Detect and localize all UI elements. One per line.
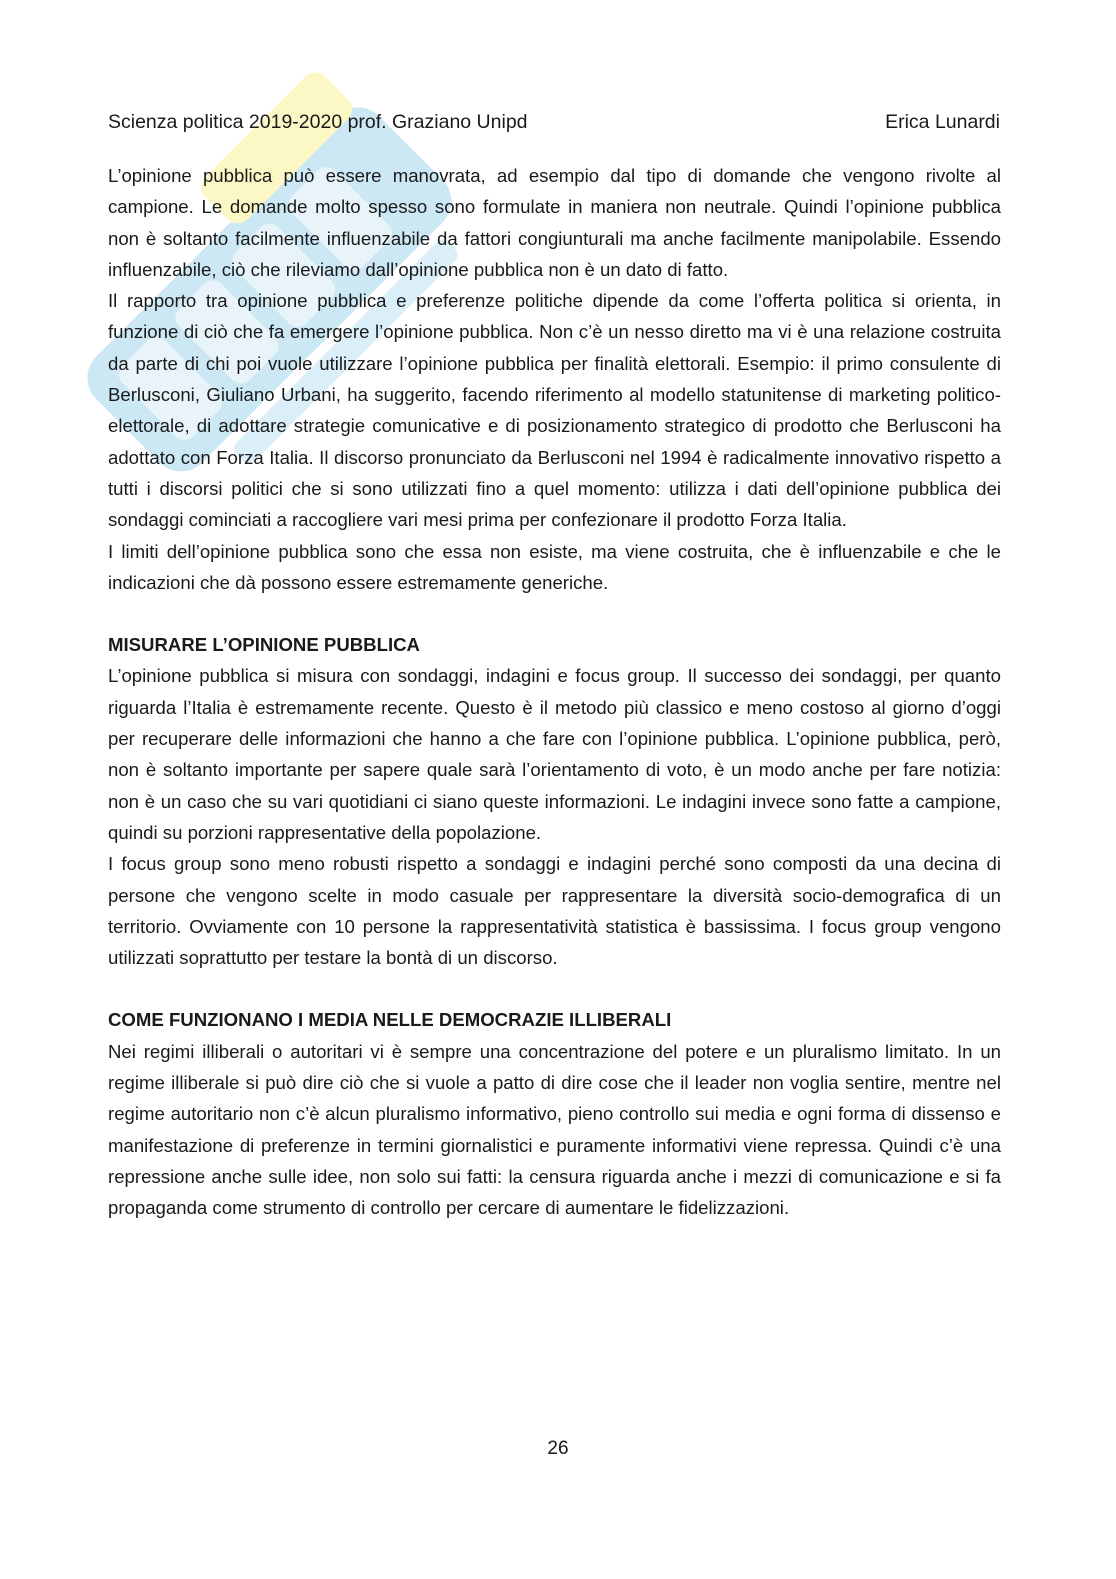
header-author: Erica Lunardi: [885, 110, 1000, 133]
paragraph-1: L’opinione pubblica può essere manovrata, ad esempio dal tipo di domande che vengono rivolte al campione. Le domande molto spesso sono formulate in maniera non neutrale. Quindi l’opinione pubblica non è soltanto facilmente influenzabile da fattori congiunturali ma anche facilmente manipolabile. Essendo influenzabile, ciò che rileviamo dall’opinione pubblica non è un dato di fatto.: [108, 165, 1001, 280]
section-heading-media: COME FUNZIONANO I MEDIA NELLE DEMOCRAZIE ILLIBERALI: [108, 1009, 672, 1031]
section-spacer: [108, 598, 1001, 629]
paragraph-3: I limiti dell’opinione pubblica sono che essa non esiste, ma viene costruita, che è influenzabile e che le indicazioni che dà possono essere estremamente generiche.: [108, 540, 1001, 593]
page-number: 26: [547, 1438, 569, 1459]
paragraph-2: Il rapporto tra opinione pubblica e preferenze politiche dipende da come l’offerta politica si orienta, in funzione di ciò che fa emergere l’opinione pubblica. Non c’è un nesso diretto ma vi è una relazione costruita da parte di chi poi vuole utilizzare l’opinione pubblica per finalità elettorali. Esempio: il primo consulente di Berlusconi, Giuliano Urbani, ha suggerito, facendo riferimento al modello statunitense di marketing politico-elettorale, di adottare strategie comunicative e di posizionamento strategico di prodotto che Berlusconi ha adottato con Forza Italia. Il discorso pronunciato da Berlusconi nel 1994 è radicalmente innovativo rispetto a tutti i discorsi politici che si sono utilizzati fino a quel momento: utilizza i dati dell’opinione pubblica dei sondaggi cominciati a raccogliere vari mesi prima per confezionare il prodotto Forza Italia.: [108, 290, 1001, 531]
page-body: [108, 160, 1001, 1224]
section-heading-measure: MISURARE L’OPINIONE PUBBLICA: [108, 634, 420, 656]
paragraph-4: L’opinione pubblica si misura con sondaggi, indagini e focus group. Il successo dei sondaggi, per quanto riguarda l’Italia è estremamente recente. Questo è il metodo più classico e meno costoso al giorno d’oggi per recuperare delle informazioni che hanno a che fare con l’opinione pubblica. L’opinione pubblica, però, non è soltanto importante per sapere quale sarà l’orientamento di voto, è un modo anche per fare notizia: non è un caso che su vari quotidiani ci siano queste informazioni. Le indagini invece sono fatte a campione, quindi su porzioni rappresentative della popolazione.: [108, 665, 1001, 843]
paragraph-5: I focus group sono meno robusti rispetto a sondaggi e indagini perché sono composti da una decina di persone che vengono scelte in modo casuale per rappresentare la diversità socio-demografica di un territorio. Ovviamente con 10 persone la rappresentatività statistica è bassissima. I focus group vengono utilizzati soprattutto per testare la bontà di un discorso.: [108, 853, 1001, 969]
paragraph-6: Nei regimi illiberali o autoritari vi è sempre una concentrazione del potere e un pluralismo limitato. In un regime illiberale si può dire ciò che si vuole a patto di dire cose che il leader non voglia sentire, mentre nel regime autoritario non c’è alcun pluralismo informativo, pieno controllo sui media e ogni forma di dissenso e manifestazione di preferenze in termini giornalistici e puramente informativi viene repressa. Quindi c’è una repressione anche sulle idee, non solo sui fatti: la censura riguarda anche i mezzi di comunicazione e si fa propaganda come strumento di controllo per cercare di aumentare le fidelizzazioni.: [108, 1040, 1001, 1219]
page-header: [108, 108, 1000, 136]
header-course: Scienza politica 2019-2020 prof. Graziano Unipd: [108, 110, 528, 133]
section-spacer: [108, 973, 1001, 1004]
